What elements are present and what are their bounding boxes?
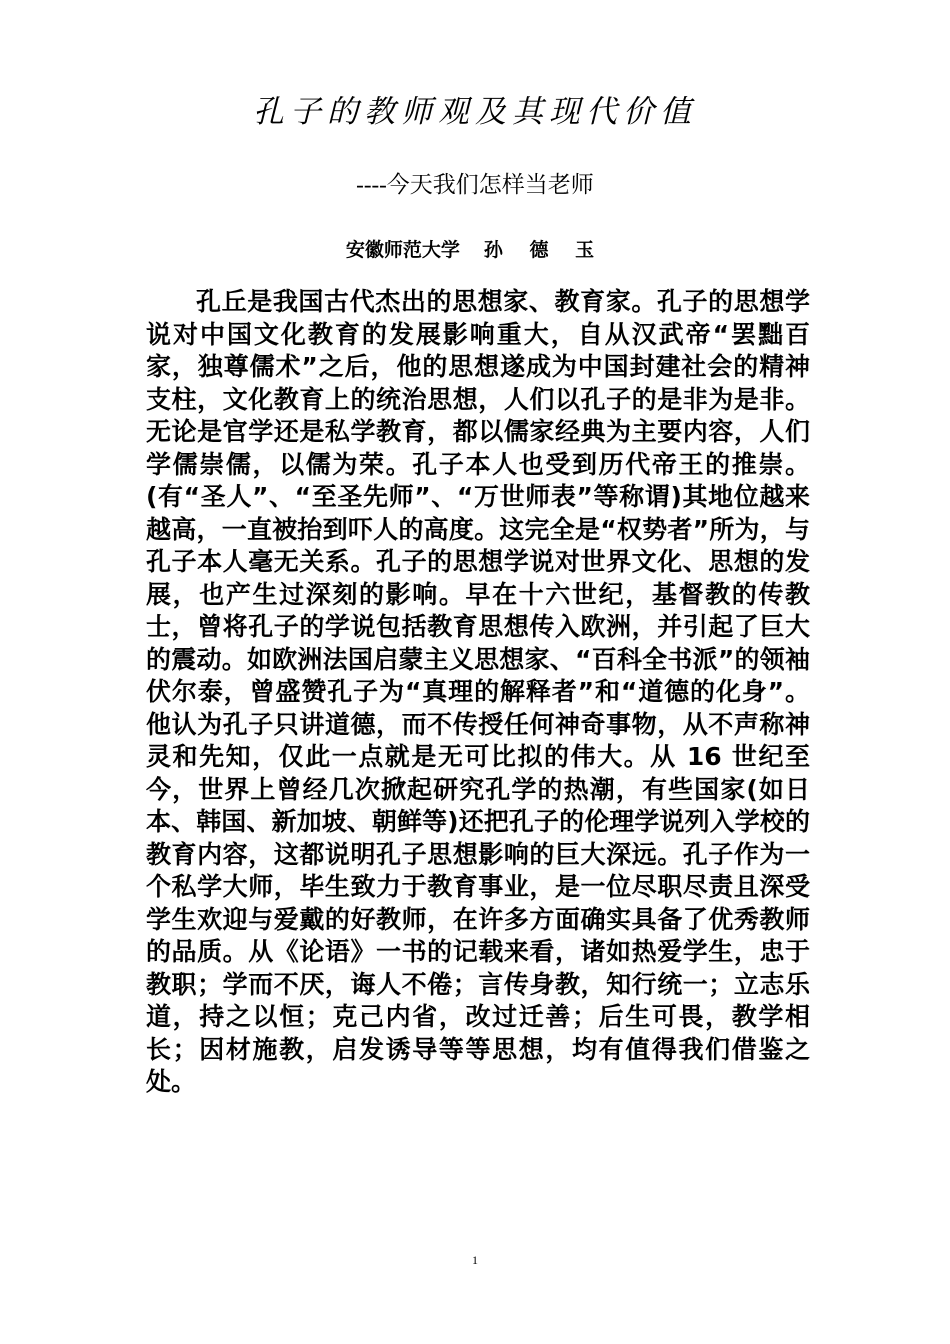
document-title: 孔子的教师观及其现代价值: [253, 94, 697, 130]
author-line: [0, 236, 950, 264]
page-number: 1: [472, 1253, 478, 1267]
author-affiliation: 安徽师范大学: [345, 239, 460, 261]
author-name: 孙 德 玉: [483, 239, 605, 261]
body-paragraph: 孔丘是我国古代杰出的思想家、教育家。孔子的思想学说对中国文化教育的发展影响重大，自从汉武帝“罢黜百家，独尊儒术”之后，他的思想遂成为中国封建社会的精神支柱，文化教育上的统治思想，人们以孔子的是非为是非。无论是官学还是私学教育，都以儒家经典为主要内容，人们学儒崇儒，以儒为荣。孔子本人也受到历代帝王的推崇。(有“圣人”、“至圣先师”、“万世师表”等称谓)其地位越来越高，一直被抬到吓人的高度。这完全是“权势者”所为，与孔子本人毫无关系。孔子的思想学说对世界文化、思想的发展，也产生过深刻的影响。早在十六世纪，基督教的传教士，曾将孔子的学说包括教育思想传入欧洲，并引起了巨大的震动。如欧洲法国启蒙主义思想家、“百科全书派”的领袖伏尔泰，曾盛赞孔子为“真理的解释者”和“道德的化身”。他认为孔子只讲道德，而不传授任何神奇事物，从不声称神灵和先知，仅此一点就是无可比拟的伟大。从 16 世纪至今，世界上曾经几次掀起研究孔学的热潮，有些国家(如日本、韩国、新加坡、朝鲜等)还把孔子的伦理学说列入学校的教育内容，这都说明孔子思想影响的巨大深远。孔子作为一个私学大师，毕生致力于教育事业，是一位尽职尽责且深受学生欢迎与爱戴的好教师，在许多方面确实具备了优秀教师的品质。从《论语》一书的记载来看，诸如热爱学生，忠于教职；学而不厌，诲人不倦；言传身教，知行统一；立志乐道，持之以恒；克己内省，改过迁善；后生可畏，教学相长；因材施教，启发诱导等等思想，均有值得我们借鉴之处。: [146, 287, 810, 1096]
document-subtitle: ----今天我们怎样当老师: [356, 172, 594, 197]
